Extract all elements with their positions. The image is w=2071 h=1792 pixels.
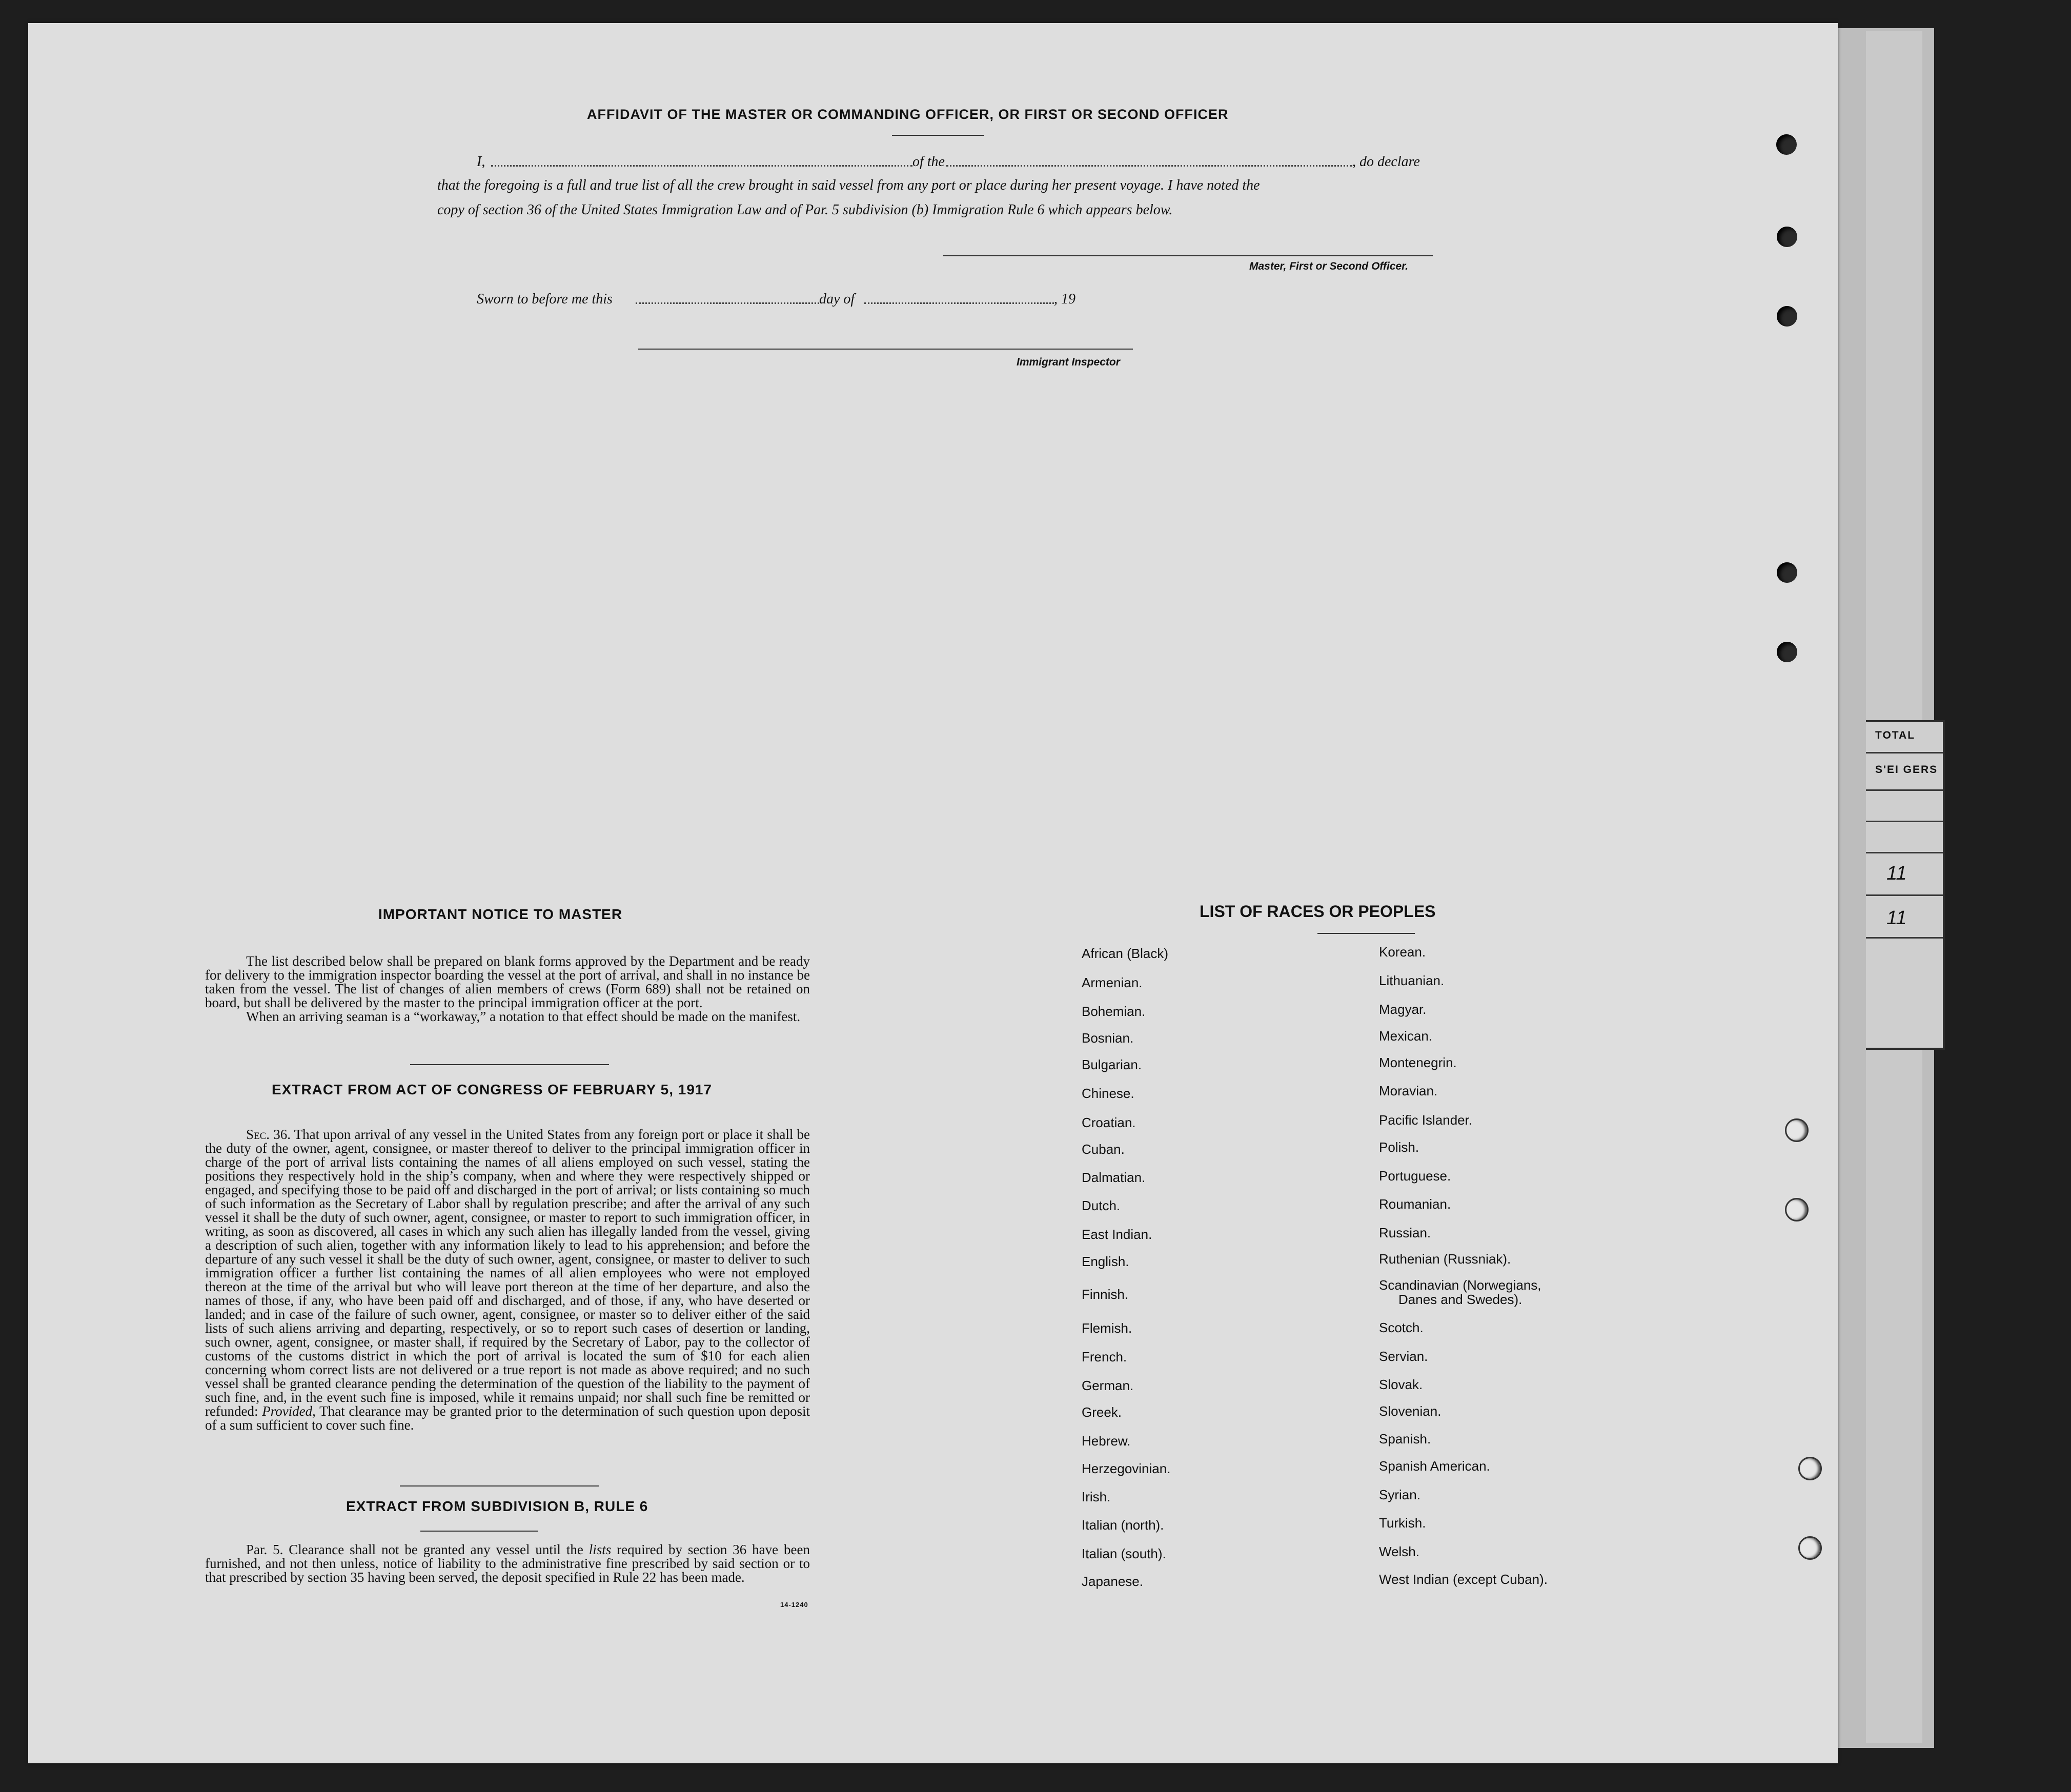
race-item: Spanish.	[1379, 1431, 1431, 1447]
race-item: Danes and Swedes).	[1398, 1292, 1522, 1307]
punch-hole	[1798, 1457, 1822, 1480]
extract-act-title: EXTRACT FROM ACT OF CONGRESS OF FEBRUARY 5, 1917	[272, 1082, 713, 1097]
race-item: Flemish.	[1082, 1320, 1132, 1336]
affidavit-declare: , do declare	[1352, 154, 1420, 170]
punch-hole	[1777, 227, 1797, 247]
notice-text	[205, 954, 810, 1024]
race-item: Mexican.	[1379, 1028, 1433, 1044]
races-title: LIST OF RACES OR PEOPLES	[1200, 902, 1436, 921]
race-item: Roumanian.	[1379, 1196, 1451, 1212]
race-item: Scotch.	[1379, 1320, 1424, 1335]
signature-line	[943, 255, 1433, 256]
race-item: Scandinavian (Norwegians,	[1379, 1277, 1541, 1293]
affidavit-line-3: copy of section 36 of the United States Immigration Law and of Par. 5 subdivision (b) Immigration Rule 6 which appears below.	[437, 202, 1173, 218]
year-19: , 19	[1054, 291, 1075, 307]
sworn-month-blank	[864, 302, 1054, 304]
notice-paragraph-1: The list described below shall be prepared on blank forms approved by the Department and be ready for delivery to the immigration inspector boarding the vessel at the port of arrival, and shall in no instance be taken from the vessel. The list of changes of alien members of crews (Form 689) shall not be retained on board, but shall be delivered by the master to the principal immigration officer at the port.	[205, 953, 810, 1010]
race-item: Syrian.	[1379, 1487, 1420, 1502]
punch-hole	[1785, 1118, 1809, 1142]
race-item: French.	[1082, 1349, 1127, 1365]
race-item: Italian (south).	[1082, 1546, 1166, 1561]
total-passengers-stamp	[1866, 720, 1945, 1050]
race-item: Bulgarian.	[1082, 1057, 1142, 1072]
affidavit-i: I,	[477, 154, 485, 170]
race-item: Russian.	[1379, 1225, 1431, 1240]
provided-word: Provided,	[262, 1403, 316, 1419]
race-item: Irish.	[1082, 1489, 1111, 1504]
divider	[410, 1064, 609, 1065]
race-item: Magyar.	[1379, 1002, 1427, 1017]
race-item: English.	[1082, 1254, 1129, 1269]
affidavit-of-the: of the	[912, 154, 945, 170]
lists-word: lists	[588, 1542, 612, 1557]
punch-hole	[1777, 562, 1797, 583]
race-item: Hebrew.	[1082, 1433, 1131, 1449]
signer-label: Master, First or Second Officer.	[1249, 260, 1409, 272]
race-item: Bohemian.	[1082, 1004, 1146, 1019]
section-36-end: That clearance may be granted prior to the determination of such question upon deposit of a sum sufficient to cover such fine.	[205, 1403, 810, 1433]
race-item: African (Black)	[1082, 946, 1169, 961]
race-item: Korean.	[1379, 944, 1426, 960]
race-item: Italian (north).	[1082, 1517, 1164, 1533]
race-item: Dutch.	[1082, 1198, 1121, 1213]
punch-hole	[1776, 134, 1797, 155]
race-item: Ruthenian (Russniak).	[1379, 1251, 1511, 1267]
notice-title: IMPORTANT NOTICE TO MASTER	[378, 906, 623, 922]
rule-6-body-a: Par. 5. Clearance shall not be granted any vessel until the	[246, 1542, 589, 1557]
race-item: Chinese.	[1082, 1086, 1134, 1101]
punch-hole	[1798, 1536, 1822, 1560]
race-item: Cuban.	[1082, 1142, 1125, 1157]
race-item: Dalmatian.	[1082, 1170, 1146, 1185]
race-item: West Indian (except Cuban).	[1379, 1572, 1548, 1587]
divider	[400, 1485, 599, 1486]
affidavit-line-2: that the foregoing is a full and true list of all the crew brought in said vessel from any port or place during her present voyage. I have noted the	[437, 177, 1260, 193]
rule-6-text	[205, 1543, 810, 1584]
divider	[420, 1531, 538, 1532]
divider	[1317, 933, 1415, 934]
race-item: Finnish.	[1082, 1287, 1129, 1302]
form-page	[28, 23, 1838, 1763]
race-item: Spanish American.	[1379, 1458, 1490, 1474]
punch-hole	[1777, 642, 1797, 662]
affidavit-title: AFFIDAVIT OF THE MASTER OR COMMANDING OFFICER, OR FIRST OR SECOND OFFICER	[587, 107, 1229, 122]
race-item: Slovenian.	[1379, 1403, 1441, 1419]
race-item: Welsh.	[1379, 1544, 1419, 1559]
race-item: Greek.	[1082, 1404, 1122, 1420]
sworn-text: Sworn to before me this	[477, 291, 613, 307]
punch-hole	[1785, 1198, 1809, 1221]
race-item: Herzegovinian.	[1082, 1461, 1171, 1476]
race-item: Armenian.	[1082, 975, 1143, 990]
vessel-blank-line	[946, 165, 1352, 167]
section-36-body: That upon arrival of any vessel in the United States from any foreign port or place it shall be the duty of the owner, agent, consignee, or master thereof to deliver to the principal immigration officer in charge of the port of arrival lists containing the names of all aliens employed on such vessel, stating the positions they respectively hold in the ship’s company, when and where they were respectively shipped or engaged, and specifying those to be paid off and discharged in the port of arrival; or lists containing so much of such information as the Secretary of Labor shall by regulation prescribe; and after the arrival of any such vessel it shall be the duty of such owner, agent, consignee, or master to report to such immigration officer, in writing, as soon as discovered, all cases in which any such alien has illegally landed from the vessel, giving a description of such alien, together with any information likely to lead to his apprehension; and before the departure of any such vessel it shall be the duty of such owner, agent, consignee, or master to deliver to such immigration officer a further list containing the names of all alien employees who were not employed thereon at the time of the arrival but who will leave port thereon at the time of her departure, and also the names of those, if any, who have been paid off and discharged, and of those, if any, who have deserted or landed; and in case of the failure of such owner, agent, consignee, or master so to deliver either of the said lists of such aliens arriving and departing, respectively, or so to report such cases of desertion or landing, such owner, agent, consignee, or master shall, if required by the Secretary of Labor, pay to the collector of customs of the customs district in which the port of arrival is located the sum of $10 for each alien concerning whom correct lists are not delivered or a true report is not made as above required; and no such vessel shall be granted clearance pending the determination of the question of the liability to the payment of such fine, and, in the event such fine is imposed, while it remains unpaid; nor shall such fine be remitted or refunded:	[205, 1127, 810, 1419]
race-item: Lithuanian.	[1379, 973, 1445, 988]
stamp-line-2: S'EI GERS	[1875, 764, 1938, 776]
race-item: Polish.	[1379, 1139, 1419, 1155]
divider	[892, 135, 984, 136]
notice-paragraph-2: When an arriving seaman is a “workaway,” a notation to that effect should be made on the manifest.	[246, 1009, 801, 1024]
day-of: day of	[819, 291, 855, 307]
race-item: East Indian.	[1082, 1227, 1152, 1242]
race-item: Japanese.	[1082, 1574, 1143, 1589]
punch-hole	[1777, 306, 1797, 327]
name-blank-line	[491, 165, 912, 167]
inspector-label: Immigrant Inspector	[1017, 356, 1120, 368]
race-item: Slovak.	[1379, 1377, 1423, 1392]
race-item: Servian.	[1379, 1349, 1428, 1364]
race-item: Pacific Islander.	[1379, 1112, 1473, 1128]
race-item: Turkish.	[1379, 1515, 1426, 1531]
race-item: Montenegrin.	[1379, 1055, 1457, 1070]
rule-6-body-b: required by section 36 have been furnished, and not then unless, notice of liability to the administrative fine prescribed by said section or to that prescribed by section 35 having been served, the deposit specified in Rule 22 has been made.	[205, 1542, 810, 1585]
race-item: Portuguese.	[1379, 1168, 1451, 1184]
section-label: Sec. 36.	[246, 1127, 291, 1142]
inspector-signature-line	[638, 349, 1133, 350]
extract-rule-title: EXTRACT FROM SUBDIVISION B, RULE 6	[346, 1498, 648, 1514]
stamp-tick-2: 11	[1886, 907, 1907, 929]
section-36-text	[205, 1128, 810, 1432]
race-item: German.	[1082, 1378, 1134, 1393]
stamp-line-1: TOTAL	[1875, 729, 1916, 741]
form-number: 14-1240	[780, 1601, 808, 1608]
sworn-day-blank	[636, 302, 819, 304]
race-item: Moravian.	[1379, 1083, 1438, 1098]
race-item: Bosnian.	[1082, 1030, 1134, 1046]
race-item: Croatian.	[1082, 1115, 1136, 1130]
stamp-tick-1: 11	[1886, 863, 1907, 884]
